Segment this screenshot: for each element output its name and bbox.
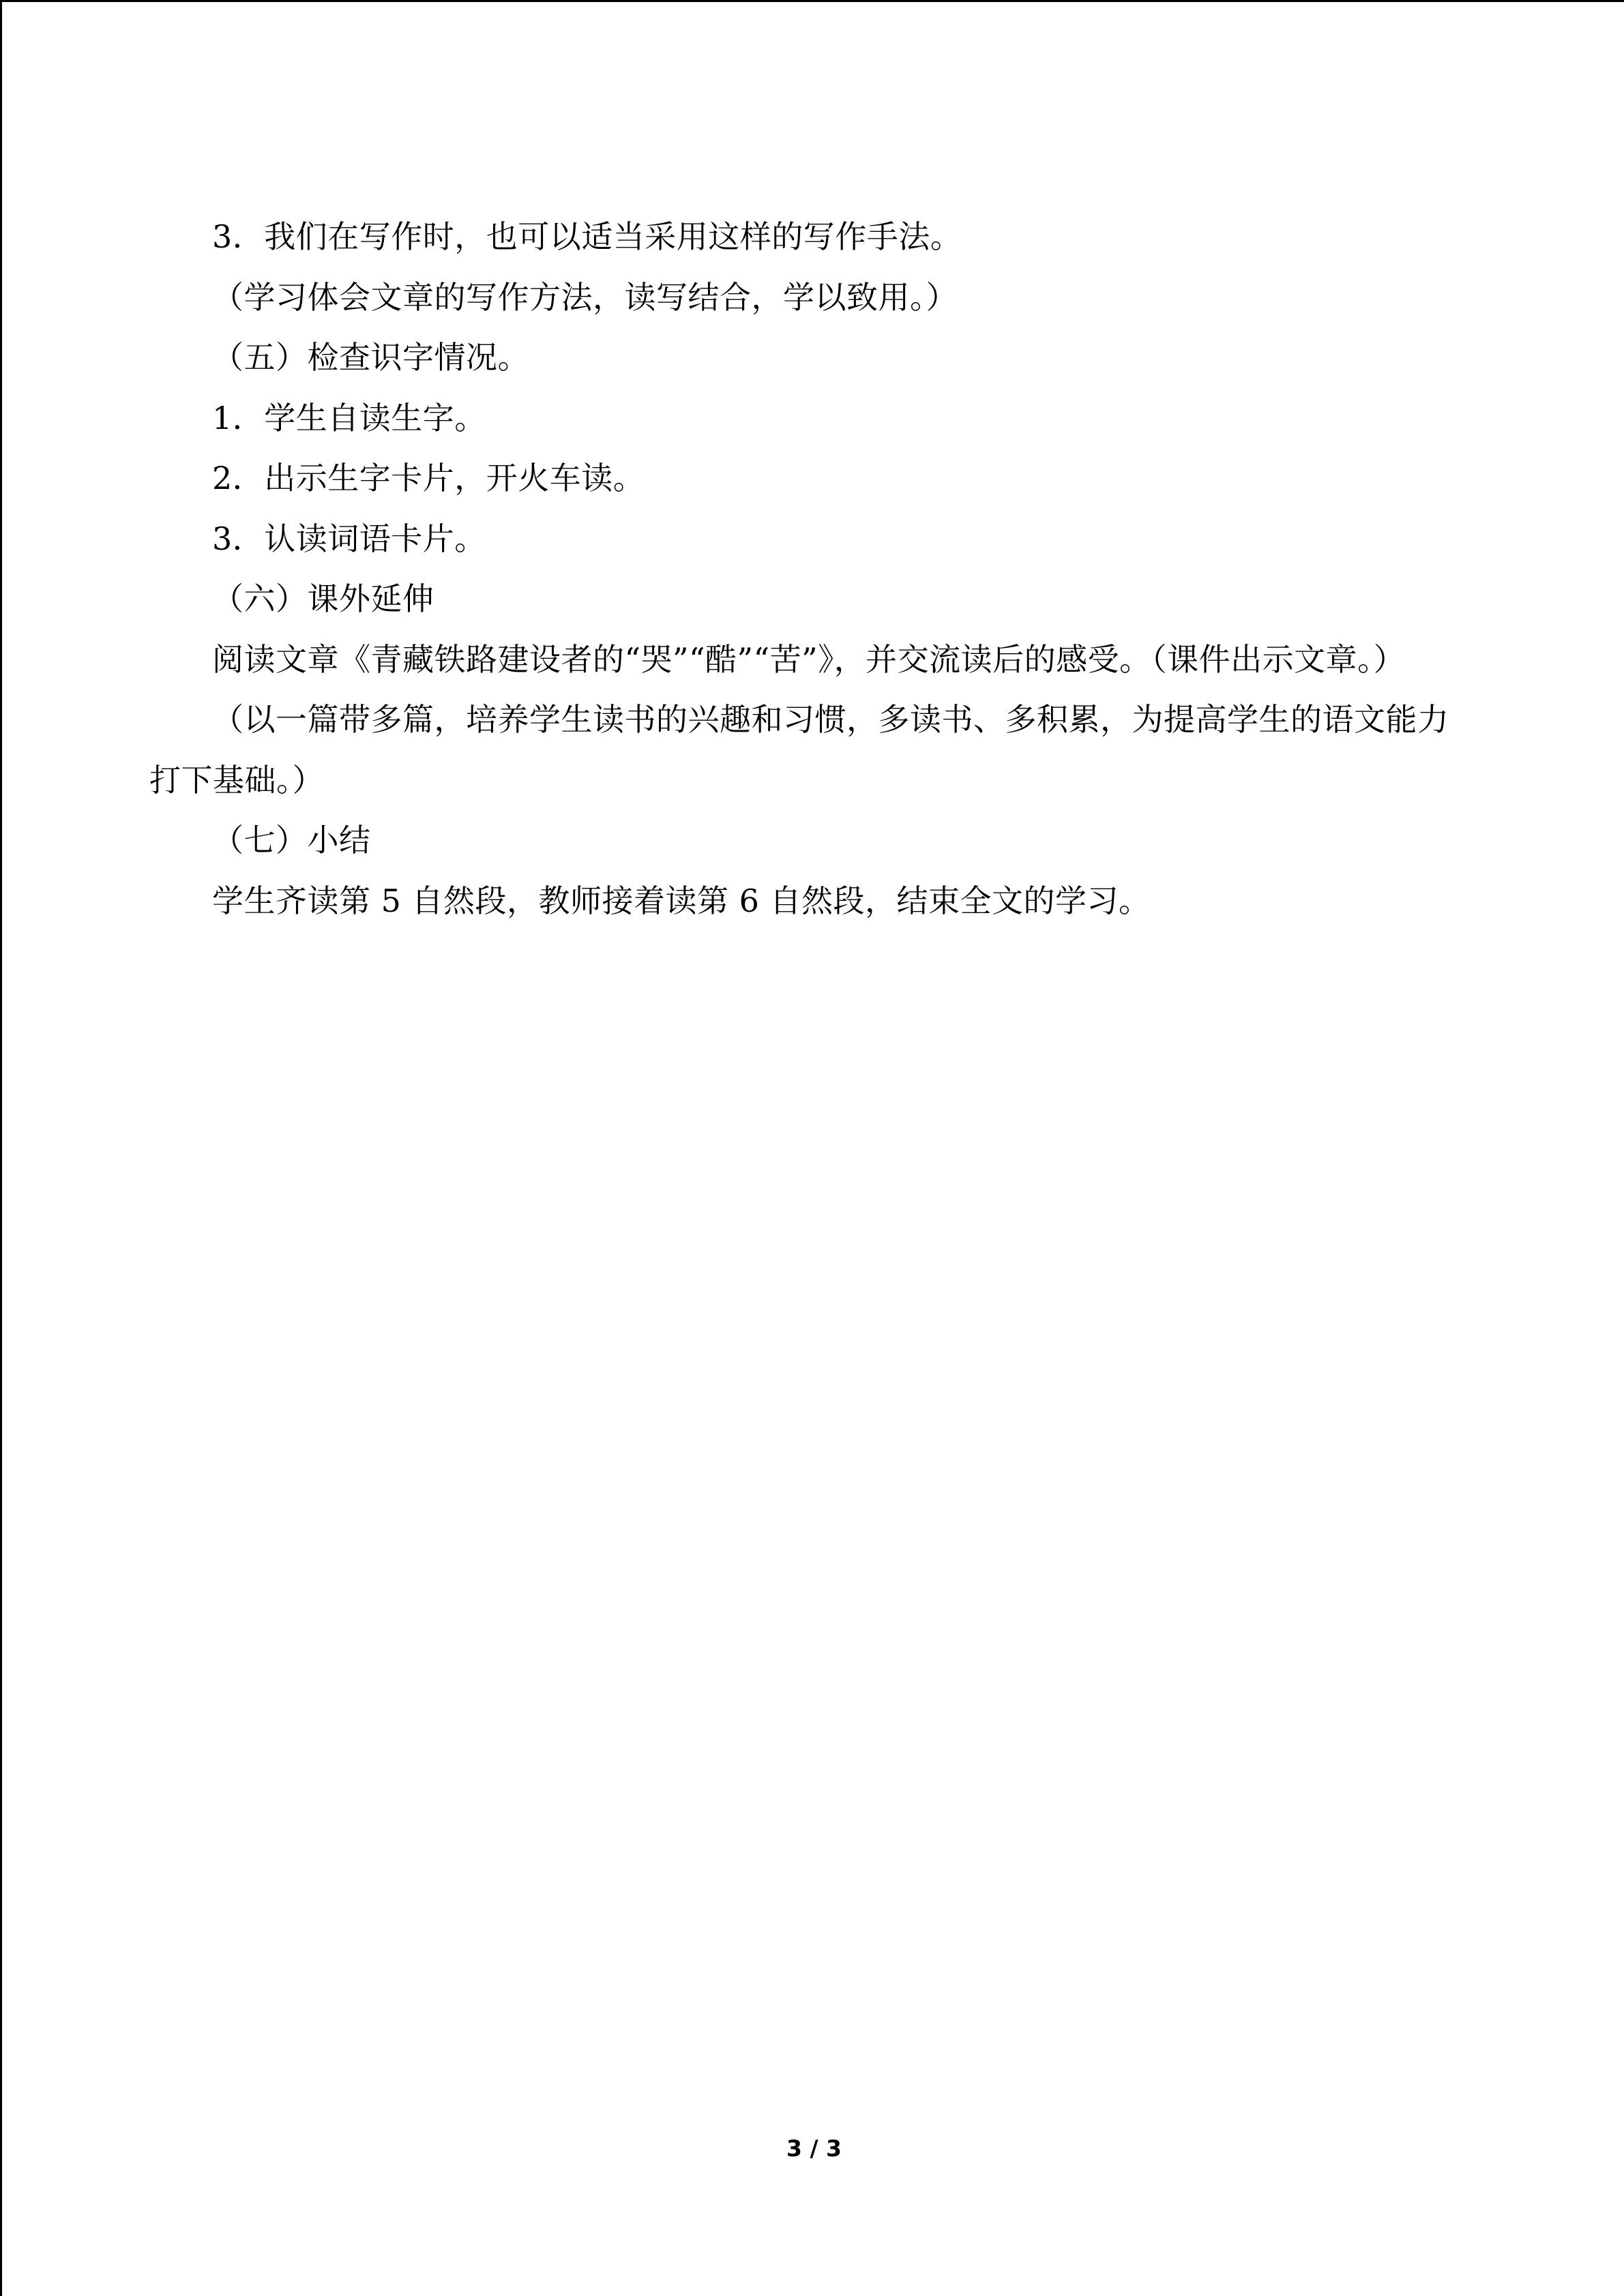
paragraph: 3．我们在写作时，也可以适当采用这样的写作手法。 (212, 218, 962, 255)
paragraph: （以一篇带多篇，培养学生读书的兴趣和习惯，多读书、多积累，为提高学生的语文能力打下基础。） (149, 701, 1449, 799)
paragraph: 1．学生自读生字。 (212, 399, 486, 436)
section-heading: （七）小结 (212, 822, 371, 859)
paragraph: 学生齐读第 5 自然段，教师接着读第 6 自然段，结束全文的学习。 (212, 882, 1151, 919)
paragraph: 2．出示生字卡片，开火车读。 (212, 460, 645, 496)
section-heading: （五）检查识字情况。 (212, 339, 529, 376)
paragraph: （学习体会文章的写作方法，读写结合，学以致用。） (212, 278, 958, 316)
paragraph: 阅读文章《青藏铁路建设者的“哭”“酷”“苦”》，并交流读后的感受。（课件出示文章。） (212, 640, 1406, 678)
page-number: 3 / 3 (786, 2135, 842, 2162)
document-body (149, 207, 1470, 931)
section-heading: （六）课外延伸 (212, 580, 434, 617)
paragraph: 3．认读词语卡片。 (212, 520, 486, 557)
